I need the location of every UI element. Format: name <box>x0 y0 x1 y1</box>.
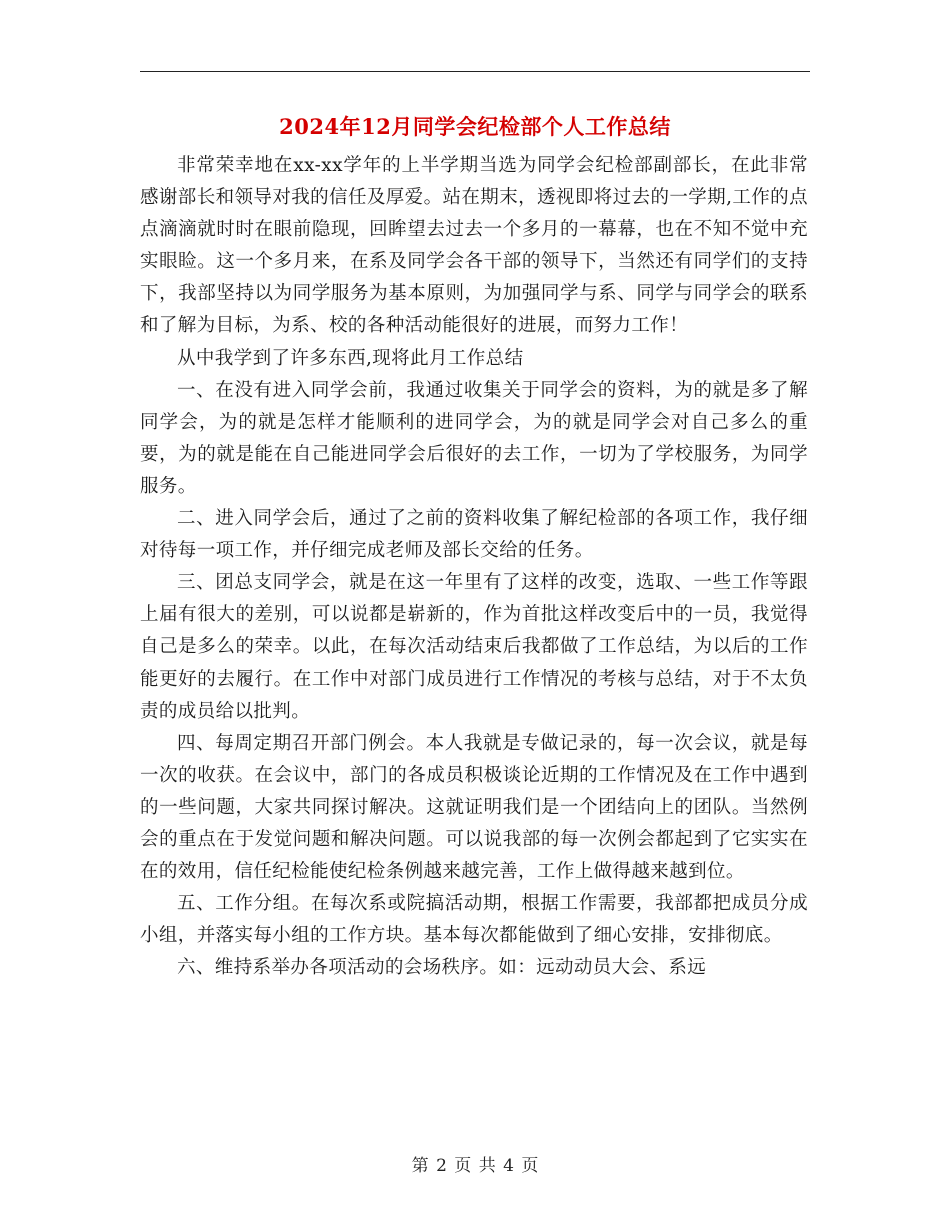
header-rule <box>140 71 810 72</box>
paragraph-item-5: 五、工作分组。在每次系或院搞活动期，根据工作需要，我部都把成员分成小组，并落实每小组的工作方块。基本每次都能做到了细心安排，安排彻底。 <box>140 893 808 947</box>
paragraph-item-1: 一、在没有进入同学会前，我通过收集关于同学会的资料，为的就是多了解同学会，为的就是怎样才能顺利的进同学会，为的就是同学会对自己多么的重要，为的就是能在自己能进同学会后很好的去工作，一切为了学校服务，为同学服务。 <box>140 379 808 497</box>
paragraph-summary-lead: 从中我学到了许多东西,现将此月工作总结 <box>177 347 524 369</box>
document-body <box>140 150 808 984</box>
paragraph-item-3: 三、团总支同学会，就是在这一年里有了这样的改变，选取、一些工作等跟上届有很大的差别，可以说都是崭新的，作为首批这样改变后中的一员，我觉得自己是多么的荣幸。以此，在每次活动结束后我都做了工作总结，为以后的工作能更好的去履行。在工作中对部门成员进行工作情况的考核与总结，对于不太负责的成员给以批判。 <box>140 572 808 722</box>
paragraph-item-4: 四、每周定期召开部门例会。本人我就是专做记录的，每一次会议，就是每一次的收获。在会议中，部门的各成员积极谈论近期的工作情况及在工作中遇到的一些问题，大家共同探讨解决。这就证明我们是一个团结向上的团队。当然例会的重点在于发觉问题和解决问题。可以说我部的每一次例会都起到了它实实在在的效用，信任纪检能使纪检条例越来越完善，工作上做得越来越到位。 <box>140 732 808 883</box>
paragraph-item-2: 二、进入同学会后，通过了之前的资料收集了解纪检部的各项工作，我仔细对待每一项工作，并仔细完成老师及部长交给的任务。 <box>140 508 808 562</box>
document-title: 2024年12月同学会纪检部个人工作总结 <box>279 114 671 139</box>
page-number-footer: 第 2 页 共 4 页 <box>411 1156 539 1176</box>
paragraph-intro: 非常荣幸地在xx-xx学年的上半学期当选为同学会纪检部副部长，在此非常感谢部长和领导对我的信任及厚爱。站在期末，透视即将过去的一学期,工作的点点滴滴就时时在眼前隐现，回眸望去过去一个多月的一幕幕，也在不知不觉中充实眼睑。这一个多月来，在系及同学会各干部的领导下，当然还有同学们的支持下，我部坚持以为同学服务为基本原则，为加强同学与系、同学与同学会的联系和了解为目标，为系、校的各种活动能很好的进展，而努力工作！ <box>140 155 808 337</box>
paragraph-item-6: 六、维持系举办各项活动的会场秩序。如：远动动员大会、系远 <box>177 957 707 979</box>
